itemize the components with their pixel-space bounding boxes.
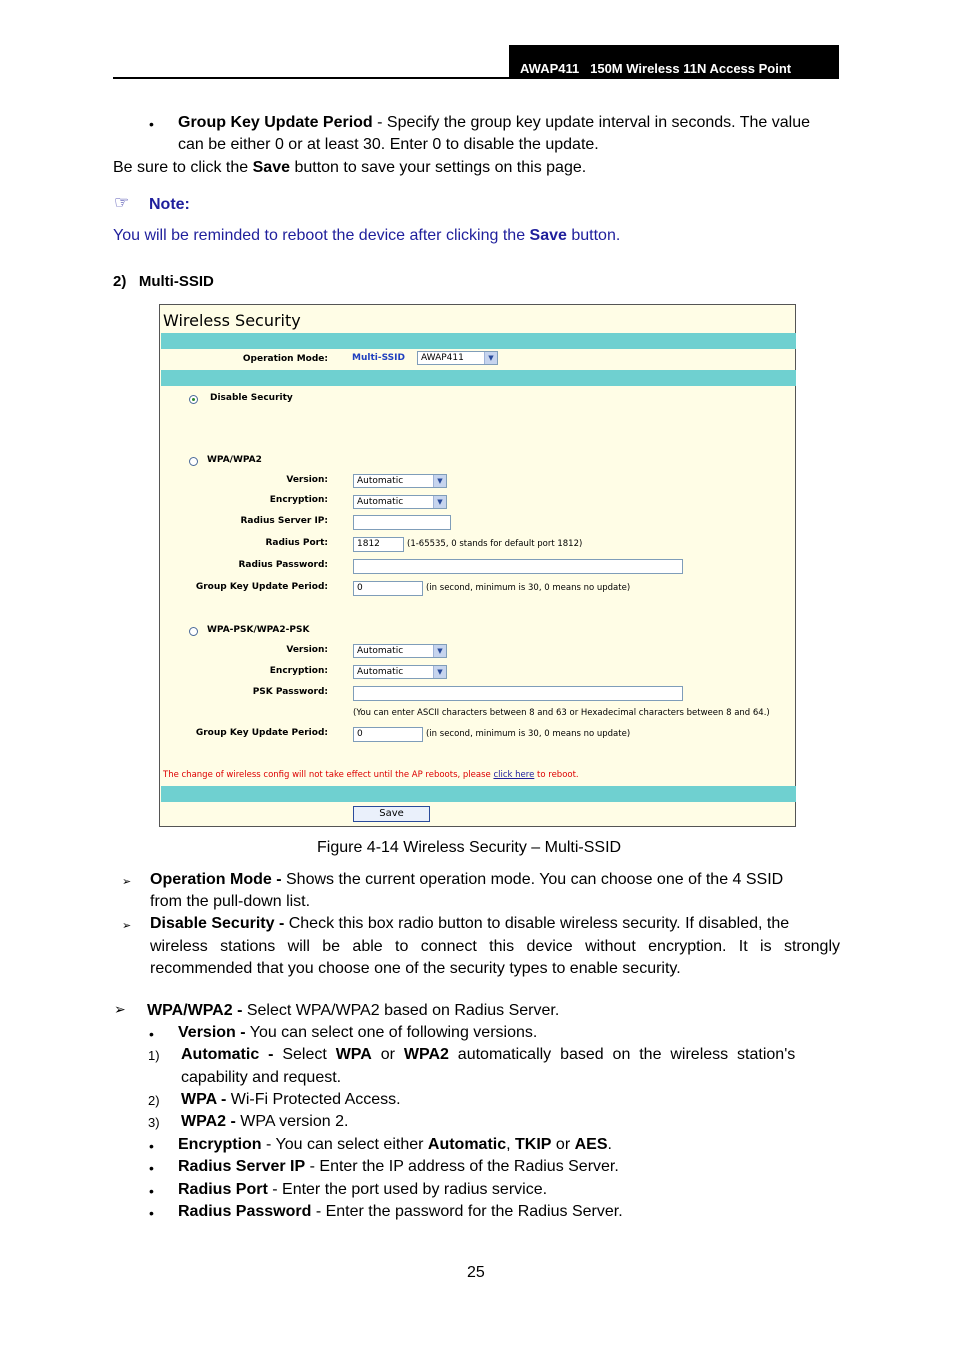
page-number: 25 xyxy=(467,1264,485,1281)
enc-auto: Automatic xyxy=(427,1136,507,1153)
wpa2-item xyxy=(181,1111,348,1133)
auto-or: or xyxy=(371,1046,404,1063)
rp-text: - Enter the port used by radius service. xyxy=(267,1181,548,1198)
enc-dot: . xyxy=(607,1136,612,1153)
ds-text-2: wireless stations will be able to connect this device without encryption. It is strongly xyxy=(150,938,840,955)
note-text-a: You will be reminded to reboot the device after clicking the xyxy=(113,227,530,244)
arrow-bullet-icon: ➢ xyxy=(114,1001,126,1017)
wpa-encryption-value: Automatic xyxy=(357,497,404,507)
operation-mode-label: Operation Mode: xyxy=(242,354,328,364)
version-text: You can select one of following versions. xyxy=(245,1024,538,1041)
psk-hint: (You can enter ASCII characters between 8 and 63 or Hexadecimal characters between 8 and 64.) xyxy=(353,708,770,718)
divider-bar xyxy=(161,333,796,349)
divider-bar xyxy=(161,786,796,802)
bullet-dot: • xyxy=(149,1138,154,1154)
psk-encryption-label: Encryption: xyxy=(269,666,328,676)
ds-text-1: Check this box radio button to disable wireless security. If disabled, the xyxy=(284,915,790,932)
radius-password-input[interactable] xyxy=(353,559,683,574)
automatic-para-1 xyxy=(181,1044,795,1066)
radius-port-input[interactable]: 1812 xyxy=(353,537,404,552)
bullet-dot: • xyxy=(149,1160,154,1176)
pointing-hand-icon: ☞ xyxy=(114,193,130,212)
psk-gkup-hint: (in second, minimum is 30, 0 means no update) xyxy=(426,729,631,739)
list-number: 2) xyxy=(148,1093,160,1108)
gkup-text-1: - Specify the group key update interval in seconds. The value xyxy=(372,114,810,131)
auto-b: automatically based on the wireless station's xyxy=(448,1046,796,1063)
psk-password-label: PSK Password: xyxy=(252,687,328,697)
radius-password-label: Radius Password: xyxy=(238,560,328,570)
wpa-encryption-label: Encryption: xyxy=(269,495,328,505)
wpa-para xyxy=(147,1000,559,1022)
reboot-link[interactable]: click here xyxy=(493,770,535,780)
psk-encryption-value: Automatic xyxy=(357,667,404,677)
psk-encryption-select[interactable] xyxy=(353,665,447,679)
ds-title: Disable Security - xyxy=(150,915,285,932)
psk-radio[interactable] xyxy=(189,627,198,636)
chevron-down-icon: ▼ xyxy=(433,475,446,487)
wpa-para-title: WPA/WPA2 - xyxy=(147,1002,243,1019)
wpa2-item-title: WPA2 - xyxy=(181,1113,236,1130)
arrow-bullet-icon: ➢ xyxy=(122,920,132,932)
chevron-down-icon: ▼ xyxy=(433,666,446,678)
rsip-title: Radius Server IP xyxy=(178,1158,306,1175)
save-instruction-a: Be sure to click the xyxy=(113,159,253,176)
bullet-dot: • xyxy=(149,1183,154,1199)
gkup-paragraph xyxy=(178,112,848,134)
op-mode-text-1: Shows the current operation mode. You can choose one of the 4 SSID xyxy=(281,871,784,888)
auto-wpa2: WPA2 xyxy=(403,1046,449,1063)
rpw-title: Radius Password xyxy=(178,1203,312,1220)
wpa-title: WPA/WPA2 xyxy=(207,455,262,465)
ssid-select[interactable] xyxy=(417,351,498,365)
reboot-notice-a: The change of wireless config will not take effect until the AP reboots, please xyxy=(163,770,494,780)
list-number: 1) xyxy=(148,1048,160,1063)
save-instruction xyxy=(113,157,586,179)
reboot-notice xyxy=(163,770,579,780)
wpa-radio[interactable] xyxy=(189,457,198,466)
wpa2-item-text: WPA version 2. xyxy=(235,1113,349,1130)
note-text xyxy=(113,225,620,247)
wpa-version-value: Automatic xyxy=(357,476,404,486)
wpa-item-text: Wi-Fi Protected Access. xyxy=(226,1091,401,1108)
auto-title: Automatic - xyxy=(181,1046,274,1063)
radius-ip-label: Radius Server IP: xyxy=(240,516,328,526)
gkup-text-2: can be either 0 or at least 30. Enter 0 to disable the update. xyxy=(178,136,599,153)
operation-mode-value: Multi-SSID xyxy=(352,353,405,363)
gkup-title: Group Key Update Period xyxy=(178,114,373,131)
section-heading: 2) Multi-SSID xyxy=(113,273,214,290)
bullet-dot: • xyxy=(149,1026,154,1042)
rp-title: Radius Port xyxy=(178,1181,268,1198)
chevron-down-icon: ▼ xyxy=(433,496,446,508)
version-title: Version - xyxy=(178,1024,246,1041)
disable-security-para-1 xyxy=(150,913,789,935)
psk-version-label: Version: xyxy=(286,645,328,655)
rpw-text: - Enter the password for the Radius Server. xyxy=(311,1203,623,1220)
psk-password-input[interactable] xyxy=(353,686,683,701)
wpa-version-label: Version: xyxy=(286,475,328,485)
list-number: 3) xyxy=(148,1115,160,1130)
enc-or: or xyxy=(551,1136,575,1153)
wpa-gkup-hint: (in second, minimum is 30, 0 means no update) xyxy=(426,583,631,593)
psk-version-value: Automatic xyxy=(357,646,404,656)
note-label: Note: xyxy=(149,196,190,213)
save-button[interactable]: Save xyxy=(353,806,430,822)
enc-a: - You can select either xyxy=(261,1136,428,1153)
radius-port-hint: (1-65535, 0 stands for default port 1812) xyxy=(407,539,583,549)
op-mode-text-2: from the pull-down list. xyxy=(150,893,311,910)
psk-gkup-label: Group Key Update Period: xyxy=(195,728,328,738)
enc-aes: AES xyxy=(574,1136,608,1153)
psk-gkup-input[interactable]: 0 xyxy=(353,727,423,742)
wpa-para-text: Select WPA/WPA2 based on Radius Server. xyxy=(242,1002,560,1019)
version-para xyxy=(178,1022,537,1044)
figure-title: Wireless Security xyxy=(163,311,301,330)
auto-a: Select xyxy=(273,1046,336,1063)
figure-caption: Figure 4-14 Wireless Security – Multi-SSID xyxy=(317,839,622,856)
wpa-item xyxy=(181,1089,401,1111)
wpa-version-select[interactable] xyxy=(353,474,447,488)
save-instruction-bold: Save xyxy=(252,159,290,176)
ds-text-3: recommended that you choose one of the security types to enable security. xyxy=(150,960,681,977)
arrow-bullet-icon: ➢ xyxy=(122,876,132,888)
radius-password-para xyxy=(178,1201,623,1223)
note-text-b: button. xyxy=(566,227,621,244)
wpa-gkup-input[interactable]: 0 xyxy=(353,581,423,596)
header-product: 150M Wireless 11N Access Point xyxy=(590,61,792,76)
wpa-gkup-label: Group Key Update Period: xyxy=(195,582,328,592)
automatic-para-2: capability and request. xyxy=(181,1069,342,1086)
radius-port-para xyxy=(178,1179,547,1201)
enc-comma: , xyxy=(506,1136,516,1153)
ssid-select-value: AWAP411 xyxy=(421,353,464,363)
op-mode-title: Operation Mode - xyxy=(150,871,282,888)
bullet-dot: • xyxy=(149,116,154,132)
note-text-bold: Save xyxy=(529,227,567,244)
psk-title: WPA-PSK/WPA2-PSK xyxy=(207,625,310,635)
disable-security-radio[interactable] xyxy=(189,395,198,404)
wireless-security-figure xyxy=(159,304,796,827)
header-model: AWAP411 xyxy=(520,61,580,76)
chevron-down-icon: ▼ xyxy=(484,352,497,364)
enc-title: Encryption xyxy=(178,1136,262,1153)
save-instruction-b: button to save your settings on this page. xyxy=(290,159,587,176)
psk-version-select[interactable] xyxy=(353,644,447,658)
auto-wpa: WPA xyxy=(335,1046,372,1063)
disable-security-label: Disable Security xyxy=(210,393,293,403)
op-mode-para-1 xyxy=(150,869,840,891)
divider-bar xyxy=(161,370,796,386)
bullet-dot: • xyxy=(149,1205,154,1221)
wpa-encryption-select[interactable] xyxy=(353,495,447,509)
wpa-item-title: WPA - xyxy=(181,1091,227,1108)
radius-ip-input[interactable] xyxy=(353,515,451,530)
header-title-box xyxy=(509,45,839,79)
reboot-notice-b: to reboot. xyxy=(534,770,579,780)
rsip-text: - Enter the IP address of the Radius Server. xyxy=(305,1158,619,1175)
encryption-para xyxy=(178,1134,612,1156)
radius-port-label: Radius Port: xyxy=(265,538,328,548)
enc-tkip: TKIP xyxy=(515,1136,552,1153)
radius-ip-para xyxy=(178,1156,619,1178)
chevron-down-icon: ▼ xyxy=(433,645,446,657)
